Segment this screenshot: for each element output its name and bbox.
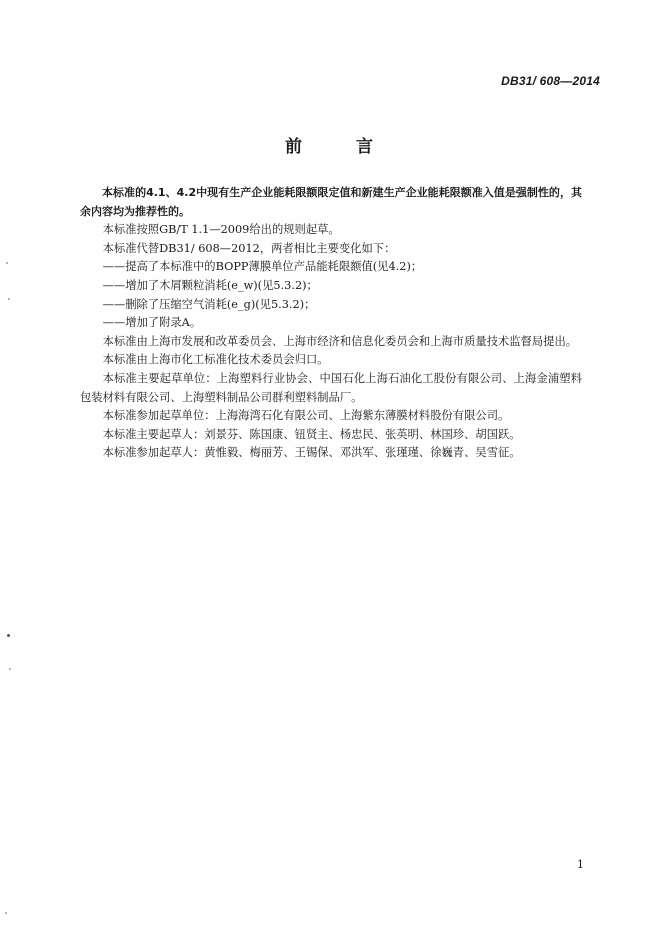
scan-speck xyxy=(8,298,10,300)
scan-speck xyxy=(7,634,10,637)
foreword-paragraph-proposed-by: 本标准由上海市发展和改革委员会、上海市经济和信息化委员会和上海市质量技术监督局提出。 xyxy=(102,334,578,348)
foreword-paragraph-mandatory: 本标准的4.1、4.2中现有生产企业能耗限额限定值和新建生产企业能耗限额准入值是强制性的，其余内容均为推荐性的。 xyxy=(80,186,582,218)
change-item-compressed-air: ——删除了压缩空气消耗(e_g)(见5.3.2)； xyxy=(102,297,316,311)
change-item-bopp: ——提高了本标准中的BOPP薄膜单位产品能耗限额值(见4.2)； xyxy=(102,260,423,274)
standard-number: DB31/ 608—2014 xyxy=(501,74,600,88)
scan-speck xyxy=(6,262,8,264)
change-item-appendix: ——增加了附录A。 xyxy=(102,316,202,330)
foreword-body xyxy=(80,184,582,463)
foreword-paragraph-drafting-rule: 本标准按照GB/T 1.1—2009给出的规则起草。 xyxy=(102,223,340,237)
foreword-paragraph-participating-drafters: 本标准参加起草人：黄惟毅、梅丽芳、王锡保、邓洪军、张瑾瑾、徐巍青、吴雪征。 xyxy=(102,446,521,460)
foreword-paragraph-main-drafters-org: 本标准主要起草单位：上海塑料行业协会、中国石化上海石油化工股份有限公司、上海金浦塑料包装材料有限公司、上海塑料制品公司群利塑料制品厂。 xyxy=(80,371,582,404)
foreword-paragraph-participating-org: 本标准参加起草单位：上海海湾石化有限公司、上海紫东薄膜材料股份有限公司。 xyxy=(102,409,510,423)
page-title: 前 言 xyxy=(285,137,397,157)
foreword-paragraph-main-drafters: 本标准主要起草人：刘景芬、陈国康、钮贤主、杨忠民、张英明、林国珍、胡国跃。 xyxy=(102,427,521,441)
scan-speck xyxy=(5,912,7,914)
page-number: 1 xyxy=(577,858,584,871)
change-item-wood-pellet: ——增加了木屑颗粒消耗(e_w)(见5.3.2)； xyxy=(102,278,318,292)
scan-speck xyxy=(9,668,11,670)
foreword-paragraph-replaces: 本标准代替DB31/ 608—2012，两者相比主要变化如下： xyxy=(102,241,396,255)
foreword-paragraph-centralized-by: 本标准由上海市化工标准化技术委员会归口。 xyxy=(102,353,329,367)
